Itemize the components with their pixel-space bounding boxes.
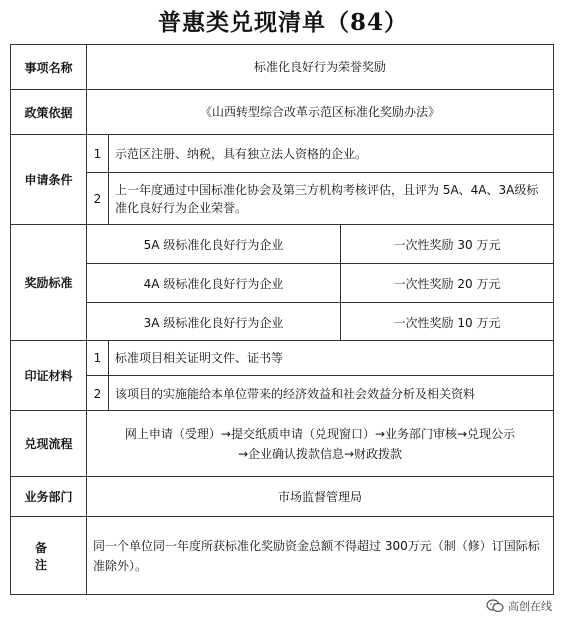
standard-item (87, 303, 553, 341)
watermark (486, 597, 552, 615)
label-conditions: 申请条件 (11, 135, 87, 224)
value-policy-basis: 《山西转型综合改革示范区标准化奖励办法》 (199, 105, 440, 119)
process-line-2: →企业确认拨款信息→财政拨款 (237, 446, 403, 461)
value-department: 市场监督管理局 (277, 489, 362, 504)
condition-number: 1 (87, 135, 109, 172)
label-item-name: 事项名称 (11, 45, 87, 89)
material-item (87, 376, 553, 411)
material-text: 标准项目相关证明文件、证书等 (115, 351, 284, 365)
condition-text: 示范区注册、纳税，具有独立法人资格的企业。 (115, 146, 368, 161)
row-conditions (11, 135, 553, 225)
standard-reward: 一次性奖励 20 万元 (393, 276, 501, 291)
condition-text: 上一年度通过中国标准化协会及第三方机构考核评估，且评为 5A、4A、3A级标准化良好行为企业荣誉。 (115, 183, 539, 215)
row-materials (11, 341, 553, 411)
label-process: 兑现流程 (11, 411, 87, 476)
material-item (87, 341, 553, 376)
row-process (11, 411, 553, 477)
policy-table (10, 44, 554, 595)
standard-item (87, 225, 553, 264)
wechat-icon (486, 599, 504, 613)
page-title: 普惠类兑现清单（84） (157, 9, 408, 36)
standard-level: 5A 级标准化良好行为企业 (87, 225, 341, 263)
condition-item (87, 173, 553, 225)
label-remarks: 备注 (11, 517, 87, 594)
label-reward-standards: 奖励标准 (11, 225, 87, 340)
row-department (11, 477, 553, 517)
standard-level: 3A 级标准化良好行为企业 (87, 303, 341, 341)
material-number: 1 (87, 341, 109, 375)
process-flow (87, 411, 553, 476)
label-materials: 印证材料 (11, 341, 87, 410)
condition-item (87, 135, 553, 173)
standard-reward: 一次性奖励 30 万元 (393, 237, 501, 252)
watermark-text: 高创在线 (508, 600, 552, 613)
row-remarks (11, 517, 553, 594)
row-reward-standards (11, 225, 553, 341)
value-item-name: 标准化良好行为荣誉奖励 (253, 60, 386, 74)
material-text: 该项目的实施能给本单位带来的经济效益和社会效益分析及相关资料 (115, 386, 476, 401)
standard-item (87, 264, 553, 303)
row-policy-basis (11, 90, 553, 135)
value-remarks: 同一个单位同一年度所获标准化奖励资金总额不得超过 300万元（制（修）订国际标准除外）。 (93, 538, 540, 573)
condition-number: 2 (87, 173, 109, 225)
label-policy-basis: 政策依据 (11, 90, 87, 134)
standard-reward: 一次性奖励 10 万元 (393, 315, 501, 330)
standard-level: 4A 级标准化良好行为企业 (87, 264, 341, 302)
row-item-name (11, 45, 553, 90)
label-department: 业务部门 (11, 477, 87, 516)
process-line-1: 网上申请（受理）→提交纸质申请（兑现窗口）→业务部门审核→兑现公示 (124, 426, 516, 441)
material-number: 2 (87, 376, 109, 411)
